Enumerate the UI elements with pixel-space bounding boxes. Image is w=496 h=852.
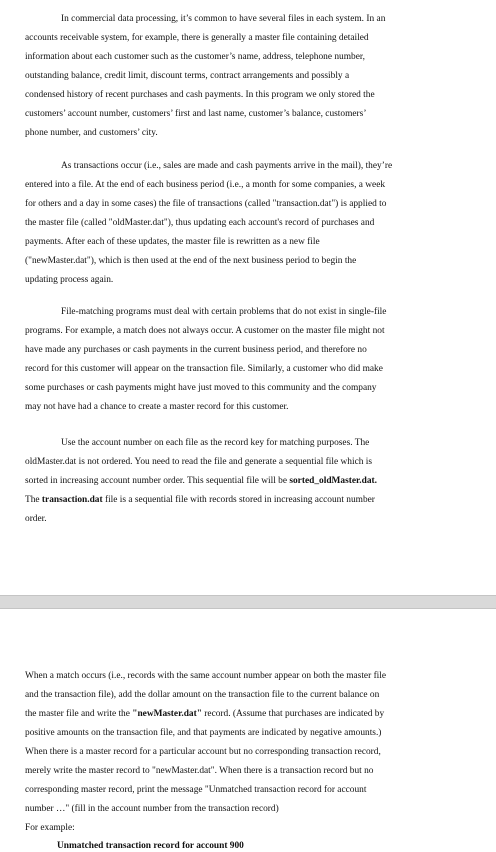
text-line: have made any purchases or cash payments in the current business period, and therefore no bbox=[25, 345, 367, 355]
text-run: record. (Assume that purchases are indicated by bbox=[201, 709, 385, 719]
text-line: condensed history of recent purchases and cash payments. In this program we only stored the bbox=[25, 90, 375, 100]
text-line: number …" (fill in the account number from the transaction record) bbox=[25, 804, 279, 814]
text-line: When there is a master record for a particular account but no corresponding transaction record, bbox=[25, 747, 381, 757]
text-line: record for this customer will appear on the transaction file. Similarly, a customer who did make bbox=[25, 364, 383, 374]
text-line: ("newMaster.dat"), which is then used at the end of the next business period to begin the bbox=[25, 256, 357, 266]
text-line: accounts receivable system, for example, there is generally a master file containing detailed bbox=[25, 33, 369, 43]
text-line: customers’ account number, customers’ first and last name, customer’s balance, customers’ bbox=[25, 109, 367, 119]
text-line: Use the account number on each file as the record key for matching purposes. The bbox=[61, 438, 370, 448]
text-line: updating process again. bbox=[25, 275, 114, 285]
filename-sorted-oldmaster: sorted_oldMaster.dat bbox=[289, 476, 375, 486]
text-line bbox=[25, 472, 449, 491]
text-line: programs. For example, a match does not always occur. A customer on the master file might not bbox=[25, 326, 385, 336]
text-line: In commercial data processing, it’s common to have several files in each system. In an bbox=[61, 14, 386, 24]
text-line: may not have had a chance to create a master record for this customer. bbox=[25, 402, 289, 412]
text-line: merely write the master record to "newMaster.dat". When there is a transaction record but no bbox=[25, 766, 374, 776]
text-line: positive amounts on the transaction file, and that payments are indicated by negative amounts.) bbox=[25, 728, 382, 738]
example-output: Unmatched transaction record for account 900 bbox=[57, 841, 244, 851]
paragraph-match-rules bbox=[25, 667, 449, 819]
text-line: information about each customer such as the customer’s name, address, telephone number, bbox=[25, 52, 365, 62]
text-line: entered into a file. At the end of each business period (i.e., a month for some companies, a week bbox=[25, 180, 386, 190]
text-line bbox=[25, 491, 449, 510]
text-line: File-matching programs must deal with certain problems that do not exist in single-file bbox=[61, 307, 387, 317]
text-line: corresponding master record, print the message "Unmatched transaction record for account bbox=[25, 785, 367, 795]
text-line: As transactions occur (i.e., sales are made and cash payments arrive in the mail), they’re bbox=[61, 161, 393, 171]
text-line: outstanding balance, credit limit, discount terms, contract arrangements and possibly a bbox=[25, 71, 350, 81]
text-run: . bbox=[374, 476, 378, 486]
text-run: sorted in increasing account number order. This sequential file will be bbox=[25, 476, 290, 486]
text-run: file is a sequential file with records stored in increasing account number bbox=[102, 495, 375, 505]
text-line: the master file (called "oldMaster.dat"), thus updating each account's record of purchases and bbox=[25, 218, 375, 228]
text-line: phone number, and customers’ city. bbox=[25, 128, 158, 138]
filename-newmaster: "newMaster.dat" bbox=[132, 709, 202, 719]
text-line: some purchases or cash payments might have just moved to this community and the company bbox=[25, 383, 377, 393]
paragraph-record-key bbox=[25, 434, 449, 529]
text-line: oldMaster.dat is not ordered. You need to read the file and generate a sequential file which is bbox=[25, 457, 373, 467]
paragraph-master-file bbox=[25, 10, 449, 143]
text-run: The bbox=[25, 495, 42, 505]
text-line: and the transaction file), add the dollar amount on the transaction file to the current balance on bbox=[25, 690, 380, 700]
document-page-2 bbox=[0, 609, 496, 852]
page-separator bbox=[0, 595, 496, 609]
text-line: for others and a day in some cases) the file of transactions (called "transaction.dat") is applied to bbox=[25, 199, 387, 209]
text-line bbox=[25, 705, 449, 724]
text-line: payments. After each of these updates, the master file is rewritten as a new file bbox=[25, 237, 320, 247]
paragraph-file-matching bbox=[25, 303, 449, 417]
text-run: the master file and write the bbox=[25, 709, 133, 719]
text-line: When a match occurs (i.e., records with the same account number appear on both the master file bbox=[25, 671, 387, 681]
example-label: For example: bbox=[25, 823, 75, 833]
paragraph-transactions bbox=[25, 157, 449, 290]
filename-transaction: transaction.dat bbox=[41, 495, 103, 505]
text-line: order. bbox=[25, 514, 47, 524]
